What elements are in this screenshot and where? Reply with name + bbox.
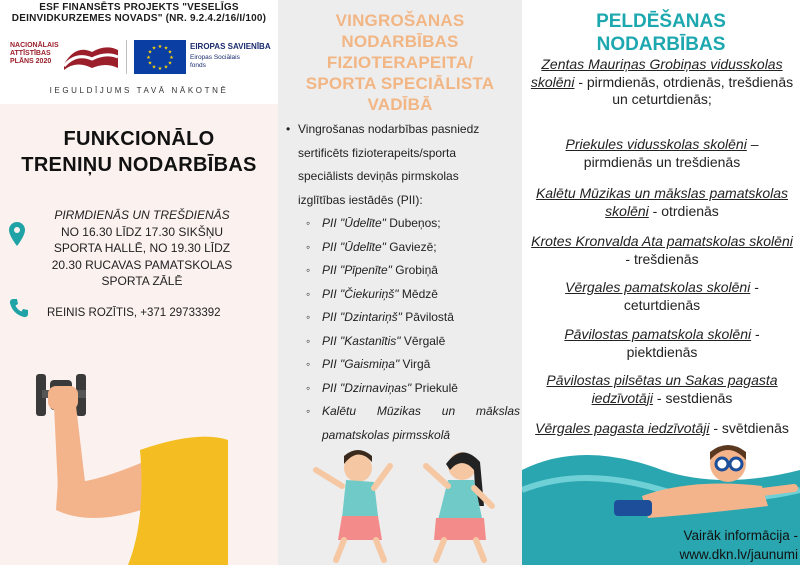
preschool-prefix: PII: [322, 286, 341, 301]
gymnastics-panel: [278, 0, 522, 565]
swim-group-days: - pirmdienās, otrdienās, trešdienās un ceturtdienās;: [574, 73, 794, 107]
preschool-prefix: PII: [322, 310, 341, 324]
preschool-prefix: PII: [322, 380, 341, 395]
functional-training-panel: [0, 0, 278, 565]
schedule-days: PIRMDIENĀS UN TREŠDIENĀS: [54, 208, 230, 222]
swim-group-name: Priekules vidusskolas skolēni: [565, 136, 747, 152]
schedule-line-4: SPORTA ZĀLĒ: [101, 274, 183, 288]
training-schedule: [34, 207, 250, 290]
preschool-item: [304, 259, 520, 283]
svg-text:★: ★: [151, 45, 157, 52]
svg-text:★: ★: [146, 55, 151, 61]
project-header-line-1: ESF FINANSĒTS PROJEKTS "VESELĪGS: [39, 2, 239, 13]
eu-logo: [134, 40, 274, 74]
svg-text:★: ★: [163, 45, 169, 52]
eu-logo-title: EIROPAS SAVIENĪBA: [190, 42, 271, 51]
eu-logo-subtitle: [190, 54, 270, 70]
trainer-contact: REINIS ROZĪTIS, +371 29733392: [47, 307, 221, 319]
swim-group-name: Kalētu Mūzikas un mākslas pamatskolas skolēni: [535, 185, 789, 219]
swim-group-name: Pāvilostas pilsētas un Sakas pagasta iedzīvotāji: [546, 372, 778, 406]
swim-group-days: - svētdienās: [709, 420, 789, 436]
project-header: [0, 2, 278, 24]
title-line-1: FUNKCIONĀLO: [63, 128, 215, 150]
preschool-name: "Gaismiņa": [340, 357, 400, 371]
swimming-title: [522, 10, 800, 56]
gymnastics-intro: [286, 118, 520, 212]
preschool-item: [304, 283, 520, 307]
swim-group-item: [530, 326, 794, 361]
svg-text:★: ★: [169, 55, 174, 61]
invest-tagline: IEGULDĪJUMS TAVĀ NĀKOTNĒ: [49, 86, 229, 95]
svg-text:★: ★: [157, 44, 163, 50]
preschool-item: [304, 236, 520, 260]
preschool-place: Gaviezē;: [385, 239, 437, 254]
preschool-prefix: PII: [322, 239, 341, 254]
preschool-place: Mēdzē: [398, 286, 438, 301]
svg-text:★: ★: [147, 60, 153, 67]
gym-title-line-3: FIZIOTERAPEITA/: [326, 53, 474, 72]
preschool-name: "Ūdelīte": [340, 239, 386, 254]
title-line-2: TRENIŅU NODARBĪBAS: [21, 154, 257, 176]
preschool-prefix: PII: [322, 263, 341, 277]
preschool-place: Dubeņos;: [385, 216, 441, 230]
intro-line-1: Vingrošanas nodarbības pasniedz: [298, 122, 480, 136]
ndp-logo-line-1: NACIONĀLAIS: [10, 42, 59, 49]
more-info: [632, 526, 798, 564]
more-info-label: Vairāk informācija -: [683, 528, 798, 543]
schedule-line-2: SPORTA HALLĒ, NO 19.30 LĪDZ: [53, 241, 231, 255]
svg-text:★: ★: [167, 60, 173, 67]
more-info-link[interactable]: [632, 545, 798, 564]
preschool-prefix: PII: [322, 216, 341, 230]
gym-title-line-2: NODARBĪBAS: [341, 32, 459, 51]
swim-group-item: [530, 279, 794, 314]
website-link[interactable]: www.dkn.lv/jaunumi: [679, 547, 798, 562]
preschool-item: [304, 353, 520, 377]
exercising-kids-illustration: [286, 436, 516, 565]
preschool-name: "Dzintariņš": [340, 310, 402, 324]
gym-title-line-1: VINGROŠANAS: [335, 11, 465, 30]
preschool-place: Vērgalē: [400, 333, 446, 348]
swim-group-name: Krotes Kronvalda Ata pamatskolas skolēni: [531, 233, 793, 249]
preschool-name: "Čiekuriņš": [340, 286, 399, 301]
swim-group-days: – pirmdienās un trešdienās: [583, 136, 759, 170]
project-header-line-2: DEINVIDKURZEMES NOVADS" (NR. 9.2.4.2/16/I/100): [11, 13, 267, 24]
swim-group-days: - otrdienās: [648, 202, 719, 219]
intro-line-3: speciālists deviņās pirmskolas: [298, 169, 459, 183]
intro-line-4: izglītības iestādēs (PII):: [298, 192, 423, 207]
svg-text:★: ★: [157, 66, 163, 72]
swim-group-name: Vērgales pagasta iedzīvotāji: [535, 420, 710, 436]
preschool-name: "Pīpenīte": [340, 263, 392, 277]
eu-flag-icon: [134, 40, 186, 74]
logo-divider: [126, 40, 127, 74]
preschool-item: [304, 212, 520, 236]
latvia-flag-icon: [62, 42, 120, 72]
swim-group-item: [530, 136, 794, 171]
swim-group-name: Zentas Mauriņas Grobiņas vidusskolas skolēni: [530, 56, 783, 90]
swimming-panel: [522, 0, 800, 565]
preschool-place: Grobiņā: [391, 263, 438, 277]
location-pin-icon: [9, 222, 25, 246]
preschool-item: [304, 306, 520, 330]
schedule-line-1: NO 16.30 LĪDZ 17.30 SIKŠŅU: [60, 224, 224, 239]
preschool-prefix: PII: [322, 357, 341, 371]
swim-group-days: - sestdienās: [653, 389, 733, 406]
swim-group-item: [530, 233, 794, 268]
swim-group-days: - trešdienās: [625, 250, 699, 267]
preschool-item: [304, 377, 520, 401]
gym-title-line-5: VADĪBĀ: [367, 95, 433, 114]
gymnastics-title: [278, 10, 522, 115]
swim-group-item: [530, 372, 794, 407]
swim-group-days: - piektdienās: [626, 326, 760, 360]
dumbbell-arm-illustration: [28, 340, 228, 565]
gym-title-line-4: SPORTA SPECIĀLISTA: [305, 74, 495, 93]
svg-text:★: ★: [147, 49, 153, 56]
svg-text:★: ★: [151, 64, 157, 71]
phone-icon: [9, 298, 29, 318]
swim-title-line-2: NODARBĪBAS: [596, 34, 726, 55]
svg-text:★: ★: [167, 49, 173, 56]
swim-group-name: Pāvilostas pamatskola skolēni: [564, 326, 752, 342]
preschool-item: [304, 330, 520, 354]
svg-text:★: ★: [163, 64, 169, 71]
schedule-line-3: 20.30 RUCAVAS PAMATSKOLAS: [51, 257, 233, 272]
preschool-place: Virgā: [399, 357, 431, 371]
swim-group-item: [530, 56, 794, 109]
ndp-logo-line-2: ATTĪSTĪBAS: [10, 50, 51, 57]
preschool-place: Pāvilostā: [401, 310, 454, 324]
eu-logo-sub-2: fonds: [190, 62, 206, 69]
preschool-place: Priekulē: [411, 380, 458, 395]
functional-training-title: [0, 126, 278, 178]
bullet-icon: •: [286, 122, 291, 136]
preschool-name: "Dzirnaviņas": [340, 380, 412, 395]
swim-group-item: [530, 185, 794, 220]
preschool-prefix: PII: [322, 333, 341, 348]
eu-logo-sub-1: Eiropas Sociālais: [190, 54, 240, 61]
swim-group-days: - ceturtdienās: [623, 279, 759, 313]
swim-group-name: Vērgales pamatskolas skolēni: [565, 279, 751, 295]
preschool-name: "Kastanītis": [340, 333, 401, 348]
preschool-name: "Ūdelīte": [340, 216, 386, 230]
preschool-name: Kalētu Mūzikas un mākslas pamatskolas pirmsskolā: [322, 404, 520, 442]
swim-title-line-1: PELDĒŠANAS: [596, 11, 726, 32]
intro-line-2: sertificēts fizioterapeits/sporta: [298, 145, 457, 160]
preschool-list: [304, 212, 520, 447]
national-development-plan-logo: [10, 40, 120, 74]
ndp-logo-line-3: PLĀNS 2020: [10, 58, 52, 65]
ndp-logo-text: [10, 42, 59, 66]
